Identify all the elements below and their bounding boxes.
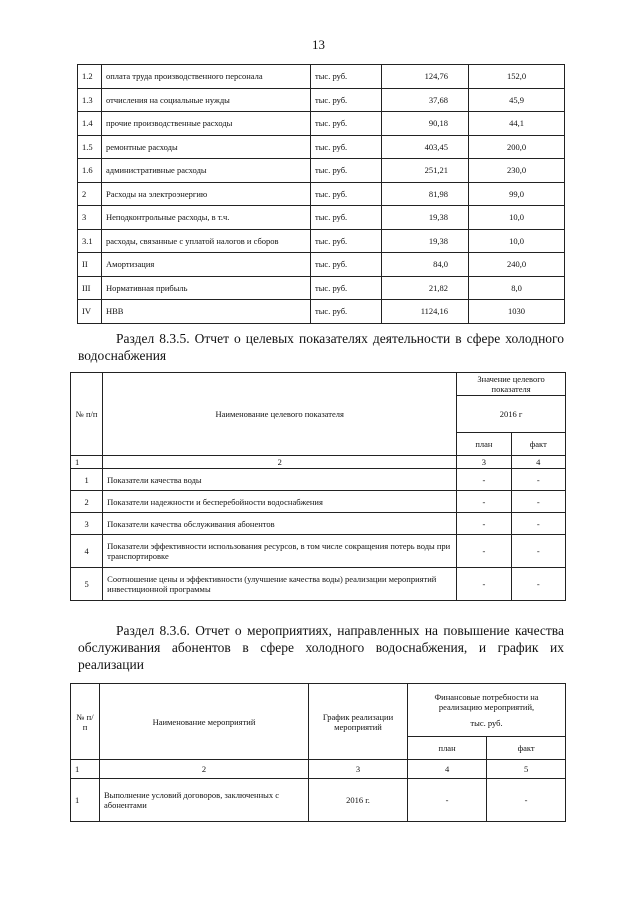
row-name: Нормативная прибыль	[102, 276, 311, 300]
row-value-1: 124,76	[382, 65, 469, 89]
row-plan: -	[457, 535, 511, 568]
row-name: Показатели эффективности использования ресурсов, в том числе сокращения потерь воды при транспортировке	[103, 535, 457, 568]
section-heading-8-3-5: Раздел 8.3.5. Отчет о целевых показателях деятельности в сфере холодного водоснабжения	[78, 331, 564, 363]
table-row	[78, 88, 565, 112]
table-row	[71, 491, 566, 513]
row-unit: тыс. руб.	[311, 135, 382, 159]
row-name: Выполнение условий договоров, заключенных с абонентами	[100, 779, 309, 822]
table-row	[78, 206, 565, 230]
row-name: отчисления на социальные нужды	[102, 88, 311, 112]
table-row	[78, 112, 565, 136]
col-year-header: 2016 г	[457, 396, 566, 433]
index-cell: 5	[487, 760, 566, 779]
row-value-1: 37,68	[382, 88, 469, 112]
row-number: 1.6	[78, 159, 102, 183]
row-value-1: 1124,16	[382, 300, 469, 324]
row-value-2: 200,0	[469, 135, 565, 159]
row-number: 1	[71, 779, 100, 822]
row-name: Амортизация	[102, 253, 311, 277]
col-value-header: Значение целевого показателя	[457, 373, 566, 396]
row-schedule: 2016 г.	[309, 779, 408, 822]
col-fact-header: факт	[487, 737, 566, 760]
row-value-2: 240,0	[469, 253, 565, 277]
fin-label: Финансовые потребности на реализацию мероприятий,	[434, 692, 539, 712]
row-name: административные расходы	[102, 159, 311, 183]
row-number: III	[78, 276, 102, 300]
row-unit: тыс. руб.	[311, 88, 382, 112]
col-num-header: № п/п	[71, 684, 100, 760]
index-cell: 4	[408, 760, 487, 779]
index-cell: 4	[511, 456, 565, 469]
row-number: 1.4	[78, 112, 102, 136]
row-number: 3	[78, 206, 102, 230]
row-value-1: 19,38	[382, 229, 469, 253]
table-row	[78, 300, 565, 324]
row-name: НВВ	[102, 300, 311, 324]
row-value-1: 81,98	[382, 182, 469, 206]
row-fact: -	[511, 568, 565, 601]
row-number: 3	[71, 513, 103, 535]
row-unit: тыс. руб.	[311, 112, 382, 136]
row-number: 1	[71, 469, 103, 491]
table-row	[78, 135, 565, 159]
col-schedule-header: График реализации мероприятий	[309, 684, 408, 760]
col-plan-header: план	[408, 737, 487, 760]
row-number: 1.2	[78, 65, 102, 89]
index-cell: 3	[309, 760, 408, 779]
row-plan: -	[457, 568, 511, 601]
row-plan: -	[457, 469, 511, 491]
row-number: 1.3	[78, 88, 102, 112]
index-cell: 2	[103, 456, 457, 469]
row-value-2: 8,0	[469, 276, 565, 300]
table-row	[78, 276, 565, 300]
table-row	[78, 159, 565, 183]
row-number: 1.5	[78, 135, 102, 159]
row-value-1: 19,38	[382, 206, 469, 230]
row-value-1: 251,21	[382, 159, 469, 183]
row-value-1: 21,82	[382, 276, 469, 300]
row-value-2: 10,0	[469, 206, 565, 230]
row-value-2: 230,0	[469, 159, 565, 183]
fin-unit: тыс. руб.	[470, 718, 503, 728]
col-name-header: Наименование мероприятий	[100, 684, 309, 760]
index-cell: 3	[457, 456, 511, 469]
row-number: 3.1	[78, 229, 102, 253]
row-unit: тыс. руб.	[311, 159, 382, 183]
indicators-table	[70, 372, 566, 601]
table-row	[71, 535, 566, 568]
row-name: Соотношение цены и эффективности (улучшение качества воды) реализации мероприятий инвестиционной программы	[103, 568, 457, 601]
col-plan-header: план	[457, 433, 511, 456]
row-fact: -	[511, 491, 565, 513]
row-unit: тыс. руб.	[311, 253, 382, 277]
cost-table	[77, 64, 565, 324]
row-value-2: 99,0	[469, 182, 565, 206]
col-fact-header: факт	[511, 433, 565, 456]
row-value-1: 84,0	[382, 253, 469, 277]
row-value-2: 44,1	[469, 112, 565, 136]
index-cell: 2	[100, 760, 309, 779]
row-unit: тыс. руб.	[311, 206, 382, 230]
measures-table	[70, 683, 566, 822]
row-name: Показатели надежности и бесперебойности водоснабжения	[103, 491, 457, 513]
section-heading-8-3-6: Раздел 8.3.6. Отчет о мероприятиях, направленных на повышение качества обслуживания абонентов в сфере холодного водоснабжения, и график их реализации	[78, 623, 564, 672]
row-name: Показатели качества обслуживания абонентов	[103, 513, 457, 535]
row-unit: тыс. руб.	[311, 65, 382, 89]
row-name: оплата труда производственного персонала	[102, 65, 311, 89]
col-num-header: № п/п	[71, 373, 103, 456]
row-fact: -	[511, 513, 565, 535]
table-row	[71, 568, 566, 601]
table-row	[78, 229, 565, 253]
table-row	[78, 65, 565, 89]
row-unit: тыс. руб.	[311, 276, 382, 300]
table-row	[71, 469, 566, 491]
row-fact: -	[511, 535, 565, 568]
row-plan: -	[457, 513, 511, 535]
row-value-2: 1030	[469, 300, 565, 324]
row-name: прочие производственные расходы	[102, 112, 311, 136]
table-row	[78, 182, 565, 206]
row-value-2: 10,0	[469, 229, 565, 253]
row-name: Расходы на электроэнергию	[102, 182, 311, 206]
table-row	[71, 513, 566, 535]
row-name: Неподконтрольные расходы, в т.ч.	[102, 206, 311, 230]
row-number: 2	[71, 491, 103, 513]
row-plan: -	[408, 779, 487, 822]
row-name: расходы, связанные с уплатой налогов и сборов	[102, 229, 311, 253]
row-unit: тыс. руб.	[311, 182, 382, 206]
row-value-1: 403,45	[382, 135, 469, 159]
row-fact: -	[487, 779, 566, 822]
index-cell: 1	[71, 760, 100, 779]
row-number: II	[78, 253, 102, 277]
row-unit: тыс. руб.	[311, 229, 382, 253]
row-number: 5	[71, 568, 103, 601]
row-number: IV	[78, 300, 102, 324]
row-value-2: 45,9	[469, 88, 565, 112]
row-number: 4	[71, 535, 103, 568]
row-name: ремонтные расходы	[102, 135, 311, 159]
row-value-2: 152,0	[469, 65, 565, 89]
row-unit: тыс. руб.	[311, 300, 382, 324]
table-row	[78, 253, 565, 277]
col-fin-header	[408, 684, 566, 737]
index-cell: 1	[71, 456, 103, 469]
row-name: Показатели качества воды	[103, 469, 457, 491]
row-number: 2	[78, 182, 102, 206]
col-name-header: Наименование целевого показателя	[103, 373, 457, 456]
row-value-1: 90,18	[382, 112, 469, 136]
page-number: 13	[312, 37, 325, 52]
table-row	[71, 779, 566, 822]
row-fact: -	[511, 469, 565, 491]
row-plan: -	[457, 491, 511, 513]
